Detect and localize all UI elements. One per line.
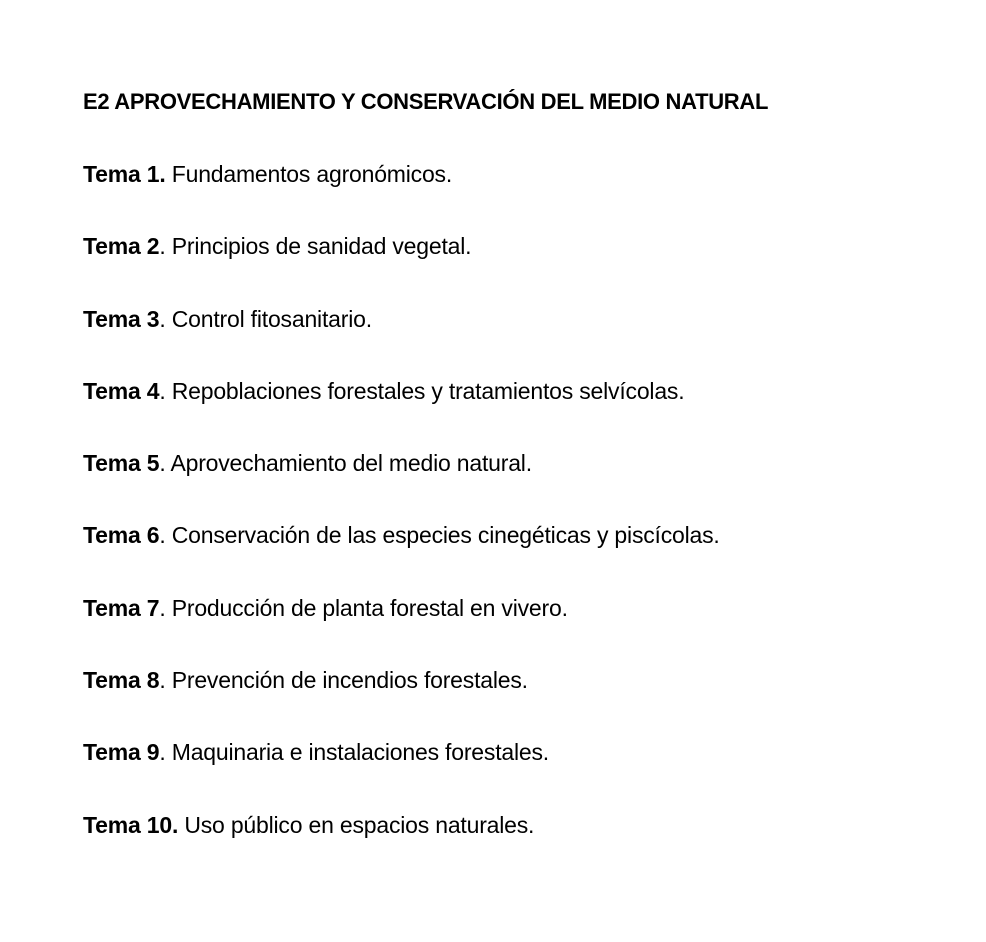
document-page xyxy=(83,86,963,881)
topic-item-7 xyxy=(83,592,963,624)
topic-text: . Conservación de las especies cinegéticas y piscícolas. xyxy=(159,522,720,549)
topic-label: Tema 10. xyxy=(83,811,179,838)
topic-item-9 xyxy=(83,736,963,768)
topic-item-6 xyxy=(83,519,963,551)
topic-label: Tema 8 xyxy=(83,667,160,694)
topic-text: . Control fitosanitario. xyxy=(159,305,372,332)
topic-text: Fundamentos agronómicos. xyxy=(165,161,453,187)
topic-label: Tema 5 xyxy=(83,450,160,477)
topic-text: . Principios de sanidad vegetal. xyxy=(159,233,472,260)
topic-item-5 xyxy=(83,447,963,479)
topic-item-1 xyxy=(83,158,963,190)
topic-text: . Producción de planta forestal en vivero. xyxy=(159,594,568,621)
document-heading: E2 APROVECHAMIENTO Y CONSERVACIÓN DEL MEDIO NATURAL xyxy=(83,89,769,114)
topic-text: . Repoblaciones forestales y tratamientos selvícolas. xyxy=(159,377,685,404)
topic-text: Uso público en espacios naturales. xyxy=(178,811,535,838)
topic-label: Tema 9 xyxy=(83,739,160,766)
topic-label: Tema 7 xyxy=(83,594,160,621)
topic-item-10 xyxy=(83,809,963,841)
topic-item-8 xyxy=(83,664,963,696)
topic-label: Tema 4 xyxy=(83,377,160,404)
topic-label: Tema 6 xyxy=(83,522,160,549)
topic-label: Tema 3 xyxy=(83,305,160,332)
topic-item-3 xyxy=(83,303,963,335)
topic-text: . Prevención de incendios forestales. xyxy=(159,667,528,694)
topic-item-4 xyxy=(83,375,963,407)
topic-item-2 xyxy=(83,230,963,262)
topic-label: Tema 1. xyxy=(83,161,166,187)
topic-list xyxy=(83,158,963,841)
topic-text: . Aprovechamiento del medio natural. xyxy=(159,450,532,477)
topic-label: Tema 2 xyxy=(83,233,160,260)
topic-text: . Maquinaria e instalaciones forestales. xyxy=(159,739,549,766)
